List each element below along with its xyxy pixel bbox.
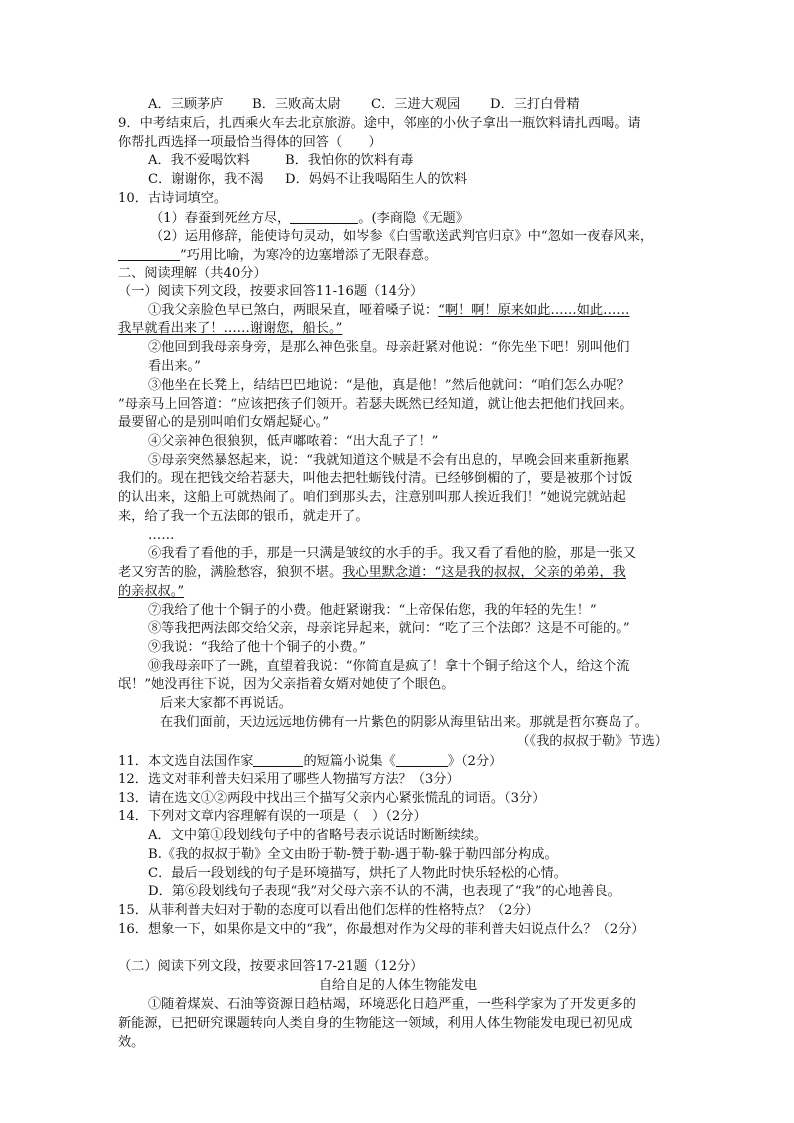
passage1-p5-line4: 来，给了我一个五法郎的银币，就走开了。: [118, 509, 369, 524]
passage1-p3-line2: ”母亲马上回答道：“应该把孩子们领开。若瑟夫既然已经知道，就让他去把他们找回来。: [118, 397, 633, 412]
q10-item1: [150, 209, 670, 227]
passage1-p5-line1: ⑤母亲突然暴怒起来，说：“我就知道这个贼是不会有出息的，早晚会回来重新拖累: [148, 453, 630, 468]
q10-item1-text: （1）春蚕到死丝方尽，: [150, 211, 291, 226]
q14-stem: 14．下列对文章内容理解有误的一项是（ ）（2分）: [118, 809, 427, 824]
q14-option-b: B.《我的叔叔于勒》全文由盼于勒-赞于勒-遇于勒-躲于勒四部分构成。: [148, 847, 558, 862]
q11-blank-1: [253, 752, 303, 767]
passage1-p6-underlined-2: 的亲叔叔。”: [118, 584, 185, 599]
q8-option-a: A．三顾茅庐: [148, 97, 224, 112]
passage1-p1-underlined: “啊！啊！原来如此……如此……: [438, 303, 630, 318]
q9-stem-line2: 你帮扎西选择一项最恰当得体的回答（ ）: [118, 135, 382, 150]
q11-blank-2: [396, 752, 448, 767]
passage1-p11: 后来大家都不再说话。: [160, 696, 292, 711]
q10-item1-blank: [290, 209, 358, 224]
q9-options-row2: [0, 171, 794, 189]
passage-two-instruction: （二）阅读下列文段，按要求回答17-21题（12分）: [118, 959, 424, 974]
passage2-p1-line1: ①随着煤炭、石油等资源日趋枯竭，环境恶化日趋严重，一些科学家为了开发更多的: [148, 997, 636, 1012]
q15: 15．从菲利普夫妇对于勒的态度可以看出他们怎样的性格特点？（2分）: [118, 903, 539, 918]
q12: 12．选文对菲利普夫妇采用了哪些人物描写方法？（3分）: [118, 772, 460, 787]
passage1-p6-line2: [118, 564, 678, 582]
q10-item2-line1: （2）运用修辞，能使诗句灵动，如岑参《白雪歌送武判官归京》中“忽如一夜春风来，: [150, 229, 654, 244]
passage2-p1-line3: 效。: [118, 1035, 145, 1050]
q10-item2-text: ”巧用比喻，为寒冷的边塞增添了无限春意。: [180, 248, 438, 263]
passage2-title: 自给自足的人体生物能发电: [318, 978, 478, 993]
passage1-p8: ⑧等我把两法郎交给父亲，母亲诧异起来，就问：“吃了三个法郎？这是不可能的。”: [148, 621, 630, 636]
q9-option-a: A．我不爱喝饮料: [148, 153, 250, 168]
passage1-p5-line2: 我们的。现在把钱交给若瑟夫，叫他去把牡蛎钱付清。已经够倒楣的了，要是被那个讨饭: [118, 471, 633, 486]
q11-text-b: 的短篇小说集《: [303, 754, 396, 769]
passage1-p6-underlined: 我心里默念道：“这是我的叔叔，父亲的弟弟，我: [342, 565, 626, 580]
q9-stem-line1: 9．中考结束后，扎西乘火车去北京旅游。途中，邻座的小伙子拿出一瓶饮料请扎西喝。请: [118, 116, 641, 131]
passage1-p6-lead: 老又穷苦的脸，满脸愁容，狼狈不堪。: [118, 565, 343, 580]
passage-one-instruction: （一）阅读下列文段，按要求回答11-16题（14分）: [118, 284, 424, 299]
q8-option-b: B．三败高太尉: [252, 97, 341, 112]
passage1-p6-line3: [118, 583, 678, 601]
passage1-p10-line1: ⑩我母亲吓了一跳，直望着我说：“你简直是疯了！拿十个铜子给这个人，给这个流: [148, 659, 630, 674]
q11: [118, 752, 678, 770]
passage1-p1-underlined-2: 我早就看出来了！……谢谢您，船长。”: [118, 321, 343, 336]
passage2-p1-line2: 新能源，已把研究课题转向人类自身的生物能这一领域，利用人体生物能发电现已初见成: [118, 1016, 633, 1031]
q10-item1-source: 。(李商隐《无题》: [358, 211, 469, 226]
q10-item2-blank: [118, 246, 180, 261]
section-two-heading: 二、阅读理解（共40分）: [118, 266, 267, 281]
passage1-p3-line3: 最要留心的是别叫咱们女婿起疑心。”: [118, 415, 330, 430]
q9-option-d: D．妈妈不让我喝陌生人的饮料: [285, 172, 468, 187]
passage1-p2-line1: ②他回到我母亲身旁，是那么神色张皇。母亲赶紧对他说：“你先坐下吧！别叫他们: [148, 340, 630, 355]
q13: 13．请在选文①②两段中找出三个描写父亲内心紧张慌乱的词语。（3分）: [118, 791, 546, 806]
passage1-p2-line2: 看出来。”: [148, 359, 201, 374]
q8-option-c: C．三进大观园: [371, 97, 461, 112]
q14-option-d: D．第⑥段划线句子表现“我”对父母六亲不认的不满，也表现了“我”的心地善良。: [148, 884, 621, 899]
passage1-p5-line3: 的认出来，这船上可就热闹了。咱们到那头去，注意别叫那人挨近我们！”她说完就站起: [118, 490, 626, 505]
passage1-ellipsis: ……: [148, 528, 175, 543]
passage1-p4: ④父亲神色很狼狈，低声嘟哝着：“出大乱子了！”: [148, 434, 439, 449]
q14-option-a: A．文中第①段划线句子中的省略号表示说话时断断续续。: [148, 828, 488, 843]
q9-option-b: B．我怕你的饮料有毒: [285, 153, 414, 168]
q16: 16．想象一下，如果你是文中的“我”，你最想对作为父母的菲利普夫妇说点什么？（2分）: [118, 922, 645, 937]
q10-stem: 10．古诗词填空。: [118, 191, 228, 206]
passage1-p7: ⑦我给了他十个铜子的小费。他赶紧谢我：“上帝保佑您，我的年轻的先生！”: [148, 603, 597, 618]
passage1-p9: ⑨我说：“我给了他十个铜子的小费。”: [148, 640, 366, 655]
passage1-p1-lead: ①我父亲脸色早已煞白，两眼呆直，哑着嗓子说：: [148, 303, 439, 318]
q8-options: [0, 96, 794, 114]
q14-option-c: C．最后一段划线的句子是环境描写，烘托了人物此时快乐轻松的心情。: [148, 866, 567, 881]
passage1-p1-line1: [148, 302, 668, 320]
q10-item2-line2: [118, 246, 678, 264]
q9-options-row1: [0, 152, 794, 170]
passage1-p6-line1: ⑥我看了看他的手，那是一只满是皱纹的水手的手。我又看了看他的脸，那是一张又: [148, 546, 636, 561]
q9-option-c: C．谢谢你，我不渴: [148, 172, 264, 187]
passage1-p12: 在我们面前，天边远远地仿佛有一片紫色的阴影从海里钻出来。那就是哲尔赛岛了。: [160, 715, 648, 730]
q8-option-d: D．三打白骨精: [490, 97, 580, 112]
passage1-p1-line2: [118, 320, 678, 338]
passage1-p3-line1: ③他坐在长凳上，结结巴巴地说：“是他，真是他！”然后他就问：“咱们怎么办呢？: [148, 378, 630, 393]
passage1-source: （《我的叔叔于勒》节选）: [516, 734, 668, 749]
passage1-p10-line2: 氓！”她没再往下说，因为父亲指着女婿对她使了个眼色。: [118, 677, 455, 692]
q11-text-a: 11．本文选自法国作家: [118, 754, 254, 769]
q11-text-c: 》（2分）: [447, 754, 503, 769]
